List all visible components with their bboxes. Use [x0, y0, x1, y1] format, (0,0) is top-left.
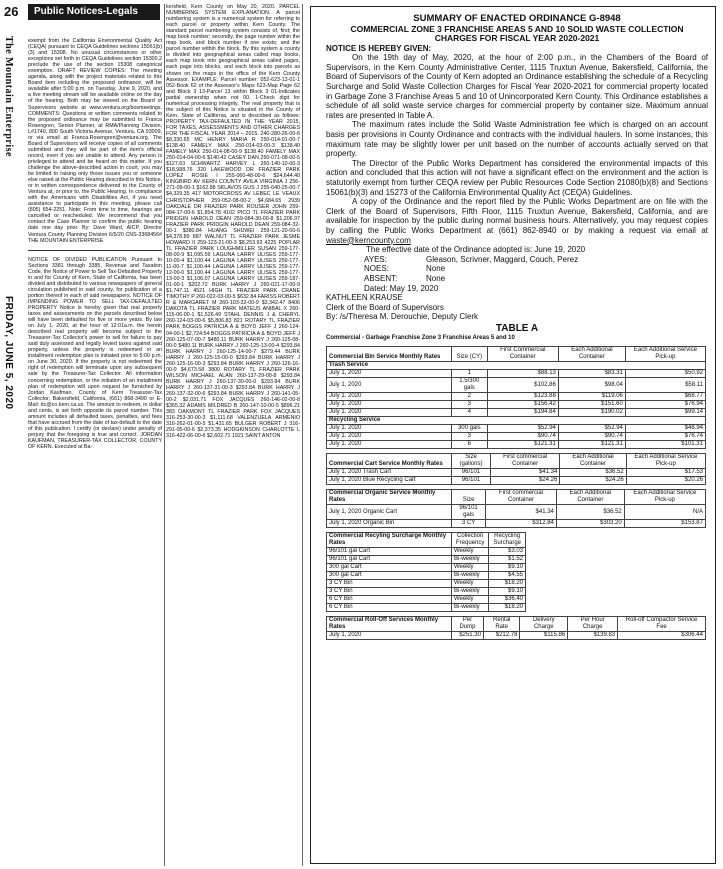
ordinance-subtitle: COMMERCIAL ZONE 3 FRANCHISE AREAS 5 AND 10 SOLID WASTE COLLECTION	[350, 23, 684, 34]
table-header: Commercial Roll-Off Services Monthly Rates	[327, 617, 452, 632]
table-header: Commercial Recyling Surcharge Monthly Rates	[327, 533, 452, 548]
table-cell: $76.74	[625, 433, 705, 441]
vote-label: AYES:	[364, 254, 387, 264]
table-header: Each Additional Service Pick-up	[624, 490, 705, 505]
table-cell: Weekly	[452, 580, 489, 588]
table-cell: $36.52	[556, 505, 624, 520]
page-number: 26	[4, 4, 19, 19]
table-cell: $24.26	[490, 477, 559, 485]
table-row	[327, 548, 526, 556]
table-cell: $153.87	[624, 520, 705, 528]
table-header: Per Dump	[452, 617, 484, 632]
ordinance-summary	[326, 14, 708, 644]
table-cell: $119.06	[558, 393, 625, 401]
table-cell: July 1, 2020	[327, 370, 452, 378]
table-cell: $9.10	[489, 588, 526, 596]
table-cell: $151.60	[558, 401, 625, 409]
table-cell: $24.26	[560, 477, 626, 485]
table-cell: Bi-weekly	[452, 556, 489, 564]
table-header: Commercial Organic Service Monthly Rates	[327, 490, 452, 505]
paragraph: The Director of the Public Works Department has considered the environmental impacts of this action and concluded that this action will not have a significant effect on the environment and the action is statutorily exempt from further CEQA review per Public Resources Code Section 21080(b)(8) and Sections 15061(b)(3) and 15273 of the California Environmental Quality Act (CEQA) Guidelines.	[326, 158, 708, 197]
table-cell: $251.30	[452, 632, 484, 640]
table-cell: 3	[452, 433, 488, 441]
table-header: Collection Frequency	[452, 533, 489, 548]
table-cell: $90.74	[487, 433, 558, 441]
effective-date: The effective date of the Ordinance adopted is: June 19, 2020	[366, 245, 586, 255]
table-cell: Weekly	[452, 548, 489, 556]
ordinance-subtitle: CHARGES FOR FISCAL YEAR 2020-2021	[434, 33, 600, 44]
table-cell: 3 CY Bin	[327, 588, 452, 596]
table-cell: July 1, 2020	[327, 378, 452, 393]
table-cell: $68.77	[625, 393, 705, 401]
table-cell: $101.31	[625, 441, 705, 449]
table-cell: 1.5/300 gals	[452, 378, 488, 393]
table-cell: $58.11	[625, 378, 705, 393]
table-row	[327, 425, 706, 433]
issue-date: FRIDAY, JUNE 5, 2020	[3, 296, 14, 410]
table-row	[327, 564, 526, 572]
ordinance-title: SUMMARY OF ENACTED ORDINANCE G-8948	[413, 13, 621, 24]
table-cell: $121.31	[487, 441, 558, 449]
table-cell: 96/101	[452, 469, 491, 477]
table-section: Trash Service	[327, 362, 706, 370]
table-cell: $9.10	[489, 564, 526, 572]
table-cell: $4.55	[489, 572, 526, 580]
table-cell: $36.52	[560, 469, 626, 477]
table-cell: 4	[452, 409, 488, 417]
table-section: Recycling Service	[327, 417, 706, 425]
table-header: Size (CY)	[452, 347, 488, 362]
bin-service-table	[326, 346, 706, 449]
table-cell: $212.78	[483, 632, 520, 640]
table-row	[327, 433, 706, 441]
table-row	[327, 572, 526, 580]
table-cell: $98.04	[558, 378, 625, 393]
table-cell: $41.34	[486, 505, 557, 520]
table-row	[327, 505, 706, 520]
table-header: Each Additional Container	[556, 490, 624, 505]
table-row	[327, 393, 706, 401]
column-divider	[164, 4, 165, 866]
table-cell: $156.42	[487, 401, 558, 409]
table-cell: July 1, 2020	[327, 393, 452, 401]
table-cell: 3 CY Bin	[327, 580, 452, 588]
paragraph	[326, 197, 708, 245]
publication-name: The Mountain Enterprise	[3, 36, 14, 157]
email-link[interactable]: waste@kerncounty.com	[326, 235, 411, 245]
table-cell: $303.20	[556, 520, 624, 528]
table-header: Roll-off Compactor Service Fee	[618, 617, 706, 632]
signature-name: KATHLEEN KRAUSE	[326, 293, 403, 303]
table-cell: $99.14	[625, 409, 705, 417]
table-row	[327, 580, 526, 588]
table-cell: 2	[452, 393, 488, 401]
table-cell: $88.13	[487, 370, 558, 378]
table-row	[327, 469, 706, 477]
table-cell: July 1, 2020 Organic Bin	[327, 520, 452, 528]
table-cell: 96/101 gals	[452, 505, 486, 520]
section-header: Public Notices-Legals (cont.)	[28, 4, 160, 20]
table-header: Each Additional Container	[558, 347, 625, 362]
paragraph-text: A copy of the Ordinance and the report filed by the Public Works Department are on file with the Clerk of the Board of Supervisors, Fifth Floor, 1115 Truxtun Avenue, Bakersfield, California, and are available for inspection by the public during normal business hours. Alternatively, you may request copies by calling the Public Works Department at (661) 862-8940 or by making a request via email at	[326, 197, 708, 235]
table-row	[327, 596, 526, 604]
column-divider	[302, 4, 303, 866]
table-row	[327, 370, 706, 378]
table-cell: 300 gal Cart	[327, 564, 452, 572]
paragraph: The maximum rates include the Solid Waste Administration fee which is charged on an account basis per provisions in County Ordinance and contracts with the individual haulers. In some instances, this maximum rate may be slightly lower per unit based on the number of accounts actually served on that property.	[326, 120, 708, 159]
ventura-notice: exempt from the California Environmental Quality Act (CEQA) pursuant to CEQA Guidelines sections 15061(b)(3) and 15308. No unusual circumstances or other exceptions set forth in CEQA Guidelines section 15300.2 preclude the use of the section 15308 categorical exemption. DRAFT REVIEW COPIES: The meeting agenda, along with the project materials related to this Board item including the proposed ordinance, will be available after 5:00 p.m. on Tuesday, June 9, 2020, and a live meeting stream will be available online on the day of the hearing. Both may be viewed on the Board of Supervisors website at www.ventura.org/bosmeetings. COMMENTS: Questions or written comments related to the proposed ordinance may be submitted to Franca Rosengren, Senior Planner, at RMA/Planning Division, L#1740, 800 South Victoria Avenue, Ventura, CA 93009, or via email at Franca.Rosengren@ventura.org. The Board of Supervisors will receive copies of all comments submitted and they will be part of the item's official record, even if you are unable to attend. Any person is privileged to attend and be heard on this matter. If you challenge the above-described action in court, you may be limited to raising only those issues you or someone else raised at the Public Hearing described in this Notice, or in written correspondence delivered to the County of Ventura at, or prior to, the Public Hearing. In compliance with the Americans with Disabilities Act, if you need assistance to participate in this meeting, please call (805) 654-2251. Note: From time to time, hearings are cancelled or rescheduled. We recommend that you contact the Case Planner to confirm the public hearing date one day prior. By: Dave Ward, AICP, Director Ventura County Planning Division 6/5/20 CNS-3368456# THE MOUNTAIN ENTERPRISE	[28, 38, 162, 244]
paragraph: On the 19th day of May, 2020, at the hour of 2:00 p.m., in the Chambers of the Board of Supervisors, in the Kern County Administrative Center, 1115 Truxtun Avenue, Bakersfield, California, the Board of Supervisors of the County of Kern adopted an Ordinance establishing the schedule of a Recycling Surcharge and Solid Waste Collection Charges for Fiscal Year 2020-2021 for commercial property located in Garbage Zone 3 Franchise Areas 5 and 10 of Unincorporated Kern County. This Ordinance establishes a schedule of all solid waste service charges for commercial property by container size. Maximum annual rates are presented in Table A.	[326, 53, 708, 120]
vote-value: None	[426, 264, 446, 274]
table-cell: 96/101 gal Cart	[327, 548, 452, 556]
organic-service-table	[326, 489, 706, 528]
vote-value: None	[426, 273, 446, 283]
table-cell: $18.20	[489, 580, 526, 588]
table-cell: $83.31	[558, 370, 625, 378]
table-cell: $48.94	[625, 425, 705, 433]
table-header: Delivery Charge	[520, 617, 568, 632]
table-header: Size (gallons)	[452, 454, 491, 469]
table-header: Commercial Cart Service Monthly Rates	[327, 454, 452, 469]
dated: Dated: May 19, 2020	[364, 283, 439, 293]
table-cell: 6 CY Bin	[327, 604, 452, 612]
table-subtitle: Commercial - Garbage Franchise Zone 3 Franchise Areas 5 and 10	[326, 334, 515, 341]
table-cell: 3	[452, 401, 488, 409]
table-cell: $52.94	[487, 425, 558, 433]
table-cell: July 1, 2020 Organic Cart	[327, 505, 452, 520]
roll-off-services-table	[326, 616, 706, 640]
notice-column-2	[166, 4, 300, 868]
table-cell: July 1, 2020 Blue Recycling Cart	[327, 477, 452, 485]
recycling-surcharge-table	[326, 532, 526, 612]
table-cell: $18.20	[489, 604, 526, 612]
notice-column-1	[28, 38, 162, 868]
table-row	[327, 556, 526, 564]
table-header: Per Hour Charge	[568, 617, 618, 632]
table-cell: 6 CY Bin	[327, 596, 452, 604]
table-row	[327, 401, 706, 409]
table-cell: $190.02	[558, 409, 625, 417]
notice-heading: NOTICE IS HEREBY GIVEN:	[326, 43, 432, 53]
table-cell: Weekly	[452, 564, 489, 572]
table-row	[327, 604, 526, 612]
table-header: Size	[452, 490, 486, 505]
table-cell: $312.84	[486, 520, 557, 528]
table-cell: $139.83	[568, 632, 618, 640]
spine	[3, 36, 17, 456]
table-row	[327, 378, 706, 393]
table-cell: $76.94	[625, 401, 705, 409]
table-row	[327, 520, 706, 528]
table-title: TABLE A	[495, 322, 539, 334]
table-cell: July 1, 2020 Trash Cart	[327, 469, 452, 477]
table-cell: July 1, 2020	[327, 433, 452, 441]
table-cell: July 1, 2020	[327, 425, 452, 433]
divided-publication-notice: NOTICE OF DIVIDED PUBLICATION Pursuant to Sections 3381 through 3385, Revenue and Taxation Code, the Notice of Power to Sell Tax-Defaulted Property in and for County of Kern, State of California, has been divided and distributed to various newspapers of general circulation published in said county, for publication of a portion thereof in each of said newspapers. NOTICE OF IMPENDING POWER TO SELL TAX-DEFAULTED PROPERTY Notice is hereby given that real property taxes and assessments on the parcels described below will have been defaulted for five or more years. By law on July 1, 2020, at the hour of 12:01a.m. the herein described real property will become subject to the Treasurer-Tax Collector's power to sell for failure to pay said duly assessed and legally levied taxes against said property, unless the property is redeemed or an installment redemption plan is initiated prior to 5:00 p.m. on June 30, 2020. If the property is not redeemed the right of redemption will terminate upon any subsequent sale by the Treasurer-Tax Collector. All information concerning redemption, or the initiation of an installment plan of redemption will upon request be furnished by Jordan Kaufman, County of Kern Treasurer-Tax Collector, Bakersfield, California, (661) 868-3490 or E-Mail: ttc@co.kern.ca.us. The amount to redeem, in dollar and cents, is set forth opposite its parcel number. This amount includes all defaulted taxes, penalties, and fees that have accrued from the date of tax-default to the date of this publication. I certify (or declare) under penalty of perjury that the foregoing is true and correct. JORDAN KAUFMAN, TREASURER-TAX COLLECTOR, COUNTY OF KERN. Executed at Ba-	[28, 256, 162, 451]
table-cell: $194.84	[487, 409, 558, 417]
table-cell: $102.86	[487, 378, 558, 393]
vote-value: Gleason, Scrivner, Maggard, Couch, Perez	[426, 254, 579, 264]
vote-label: ABSENT:	[364, 273, 398, 283]
table-cell: July 1, 2020	[327, 401, 452, 409]
table-cell: 3 CY	[452, 520, 486, 528]
table-cell: $17.53	[626, 469, 705, 477]
table-cell: $1.52	[489, 556, 526, 564]
table-cell: Bi-weekly	[452, 588, 489, 596]
table-header: Recycling Surcharge	[489, 533, 526, 548]
table-cell: $123.88	[487, 393, 558, 401]
table-cell: $121.31	[558, 441, 625, 449]
table-cell: Weekly	[452, 596, 489, 604]
table-cell: 300 gal Cart	[327, 572, 452, 580]
table-header: Rental Rate	[483, 617, 520, 632]
table-cell: 1	[452, 370, 488, 378]
table-header: Each Additional Container	[560, 454, 626, 469]
table-cell: 6	[452, 441, 488, 449]
table-cell: $20.26	[626, 477, 705, 485]
vote-label: NOES:	[364, 264, 389, 274]
table-cell: $52.94	[558, 425, 625, 433]
table-cell: Bi-weekly	[452, 604, 489, 612]
divider	[28, 250, 162, 251]
table-cell: $36.40	[489, 596, 526, 604]
table-row	[327, 441, 706, 449]
table-cell: $306.44	[618, 632, 706, 640]
table-cell: $90.74	[558, 433, 625, 441]
table-cell: July 1, 2020	[327, 409, 452, 417]
table-cell: $3.03	[489, 548, 526, 556]
table-row	[327, 632, 706, 640]
table-cell: 96/101	[452, 477, 491, 485]
table-cell: 300 gals	[452, 425, 488, 433]
signature-deputy: By: /s/Theresa M. Derouchie, Deputy Clerk	[326, 312, 479, 322]
table-cell: July 1, 2020	[327, 441, 452, 449]
table-header: First commercial Container	[490, 454, 559, 469]
table-header: Each Additional Service Pick-up	[625, 347, 705, 362]
table-cell: 96/101 gal Cart	[327, 556, 452, 564]
table-cell: N/A	[624, 505, 705, 520]
table-cell: July 1, 2020	[327, 632, 452, 640]
table-header: Each Additional Service Pick-up	[626, 454, 705, 469]
cart-service-table	[326, 453, 706, 485]
parcel-listing: kersfield, Kern County on May 20, 2020. PARCEL NUMBERING SYSTEM EXPLANATION. A parcel numbering system is a numerical system for referring to each parcel or property within Kern County. The standard parcel numbering system consists of, first; the map book number; secondly, the page number within the map book, and block number if one exists; and the parcel number within the block. By this system a county is divided into geographical areas called map books, each map book into geographical areas called pages, each page into blocks, and each block into parcels as shown on the maps in the office of the Kern County Assessor. EXAMPLE: Parcel number: 052-623-13-01-1 052-Book 62 of the Assessor's Maps 623-Map Page 62 and Block 3 13-Parcel 13 within Block 3 01-Indicates partial ownership when not 00. 1-Check digit for numerical processing integrity. The real property that is the subject of this Notice is situated in the County of Kern, State of California, and is described as follows: PROPERTY TAX-DEFAULTED IN THE YEAR 2015, FOR TAXES, ASSESSMENTS AND OTHER CHARGES FOR THE FISCAL YEAR 2014 – 2015. 240-280-26-00-6 $8,330.65 MC HENRY MARIA R 250-014-01-00-7 $138.40 FAMELY MAX 250-014-03-00-3 $138.40 FAMELY MAX 250-014-08-00-9 $138.40 FAMELY MAX 250-014-04-00-6 $140.42 CASEY DAN 250-071-08-00-5 $127.63 SCHWARTZ HARVEY L 260-140-10-00-3 $18,988.76 320 LAKEWOOD DR FRAZIER PARK LOPEZ ROSIE I 255-060-48-00-6 $24,644.40 KINGBIRD AV KERN COUNTY AVILA VIRGINIA J 256-271-09-00-1 $162.88 SKLAVOS GUS J 255-640-25-00-7 $4,329.35 417 MOTORCROSS AV LEBEC LE VEAUX CHRISTOPHER 259-052-08-00-2 $4,684.65 2939 OAKDALE DR FRAZIER PARK ROUSER JOHN 259-084-17-00-6 $1,854.78 4102 PICO TL FRAZIER PARK PRIDGIN HAROLD DEAN 259-084-30-00-8 $1,206.97 FRAZIER PARK PRIDGIN HAROLD DEAN 259-084-32-00-1 $380.84 HUANG SHUWEI 259-121-20-00-6 $4,378.89 887 WALNUT TL FRAZIER PARK JESME HOWARD II 259-123-21-00-3 $8,253.93 4225 POPLAR TL FRAZIER PARK LOUGHMILLER SUSAN 259-177-08-00-9 $1,095.59 LAGUNA LARRY ULISES 259-177-10-00-4 $1,100.44 LAGUNA LARRY ULISES 259-177-11-00-7 $1,100.44 LAGUNA LARRY ULISES 259-177-12-00-0 $1,100.44 LAGUNA LARRY ULISES 259-177-13-00-3 $1,106.07 LAGUNA LARRY ULISES 259-187-01-00-1 $202.72 BURK HARRY J 260-021-17-00-9 $1,747.11 4521 HIGH TL FRAZIER PARK CRANE TIMOTHY P 260-022-03-00-5 $632.84 FARISS ROBERT R & MARGARET M 260-103-32-00-9 $3,342.47 8406 DAKOTA TL FRAZIER PARK MATEUS ANIBAL X 260-115-06-00-1 $1,526.49 STAHL DENNIS J & CHERYL 260-124-03-00-6 $5,806.83 821 ROTARY TL FRAZIER PARK BOGGS PATRICIA A & BOYD JEFF J 260-124-04-00-1 $2,724.54 BOGGS PATRICIA A & BOYD JEFF J 260-125-07-00-7 $480.11 BURK HARRY J 260-125-08-00-0 $480.11 BURK HARRY J 260-125-13-00-4 $293.84 BURK HARRY J 260-125-14-00-7 $279.44 BURK HARRY J 260-125-15-00-0 $293.84 BURK HARRY J 260-125-16-00-3 $293.84 BURK HARRY J 260-126-16-00-0 $4,673.58 3800 ROTARY TL FRAZIER PARK WILSON MICHAEL ALAN 260-137-29-00-8 $293.84 BURK HARRY J 260-137-30-00-0 $293.84 BURK HARRY J 260-137-31-00-3 $293.84 BURK HARRY J 260-137-32-00-6 $293.84 BURK HARRY J 260-141-05-00-2 $2,031.71 FOX JACQUES 260-146-02-00-8 $365.32 ADAMS MILDRED B 260-147-10-00-5 $896.21 383 OAKMONT TL FRAZIER PARK FOX JACQUES 316-253-30-00-3 $1,111.68 VALENZUELA ARMENIO 316-262-01-00-5 $1,431.65 BULGER ROBERT J 316-291-05-00-6 $2,373.35 HODGKINSON CHARLOTTE L 316-422-06-00-6 $2,602.71 1921 SAINT ANTON	[166, 4, 300, 440]
table-row	[327, 588, 526, 596]
signature-title: Clerk of the Board of Supervisors	[326, 302, 444, 312]
table-cell: $50.92	[625, 370, 705, 378]
table-header: Commercial Bin Service Monthly Rates	[327, 347, 452, 362]
table-row	[327, 477, 706, 485]
table-header: First commercial Container	[486, 490, 557, 505]
table-cell: $41.34	[490, 469, 559, 477]
table-cell: $115.86	[520, 632, 568, 640]
vote-record	[364, 255, 708, 293]
table-row	[327, 409, 706, 417]
table-header: First Commercial Container	[487, 347, 558, 362]
table-cell: Bi-weekly	[452, 572, 489, 580]
